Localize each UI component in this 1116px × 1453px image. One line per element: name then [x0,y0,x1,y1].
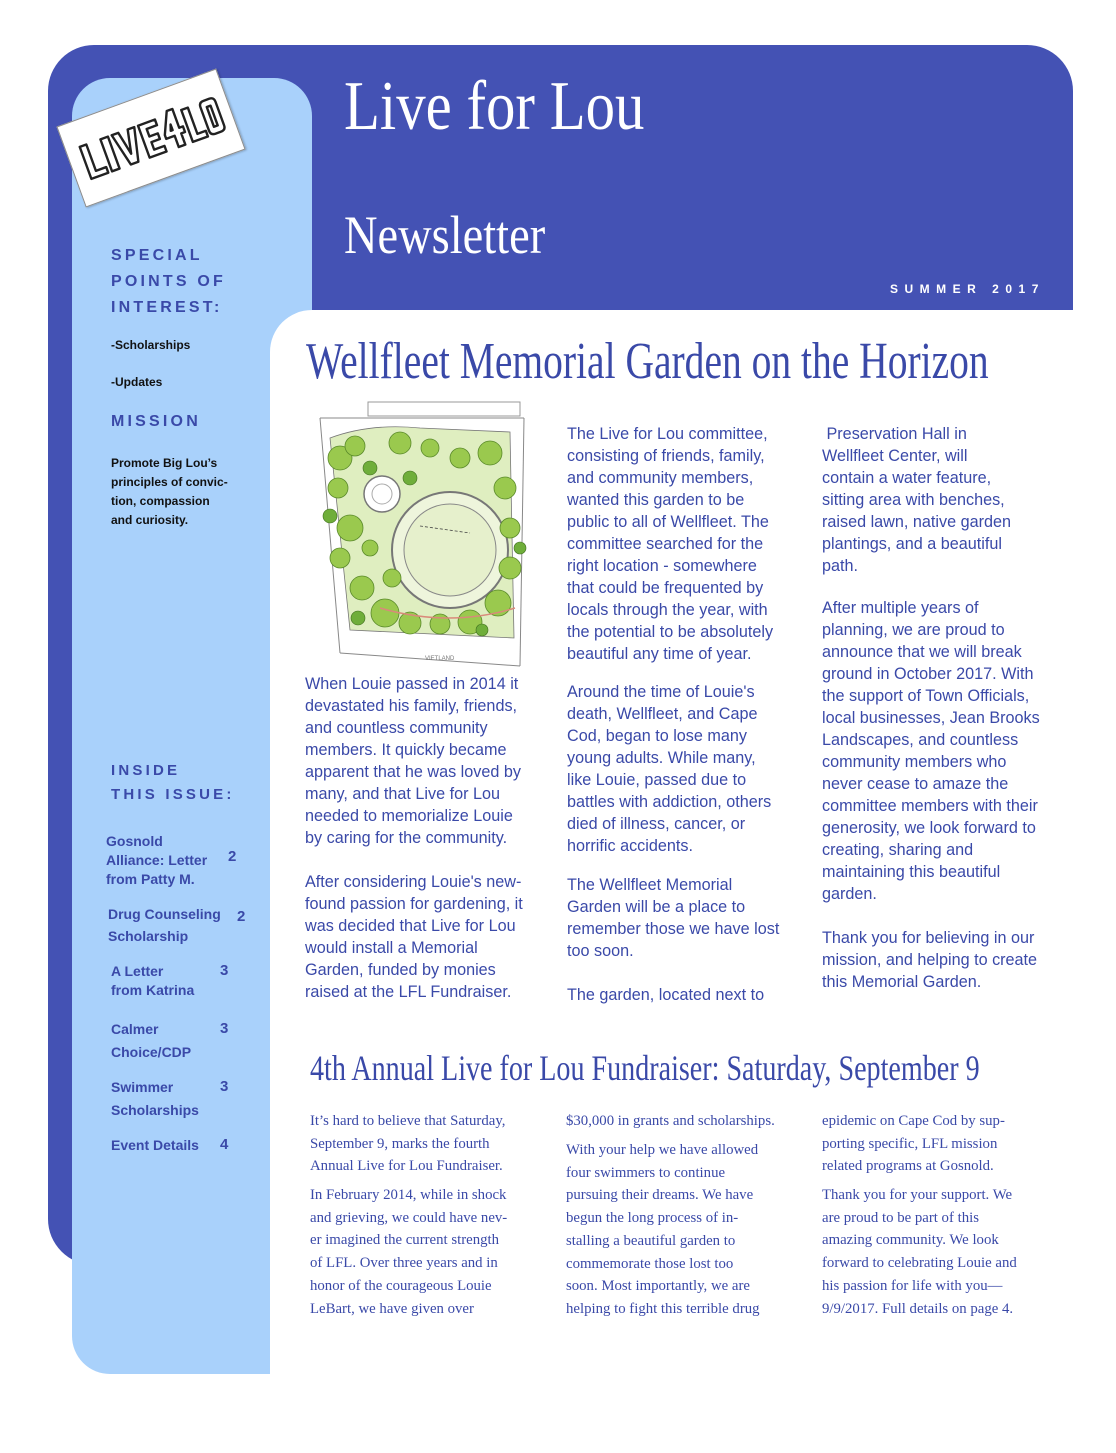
article1-col1-p2 [305,871,523,1003]
special-points-heading-line: INTEREST: [111,299,223,316]
text-line: members. It quickly became [305,741,507,759]
toc-item-calmer-choice[interactable] [111,1020,191,1062]
text-line: Thank you for your support. We [822,1187,1013,1203]
text-line: epidemic on Cape Cod by sup- [822,1113,1005,1129]
text-line: committee members with their [822,797,1038,815]
text-line: was decided that Live for Lou [305,917,516,935]
text-line: raised at the LFL Fundraiser. [305,983,512,1001]
text-line: plantings, and a beautiful [822,535,1002,553]
text-line: never cease to amaze the [822,775,1009,793]
mission-text [111,454,228,530]
text-line: by caring for the community. [305,829,508,847]
article1-col2-p3 [567,874,779,962]
article2-col3-p1 [822,1110,1005,1178]
text-line: young adults. While many, [567,749,756,767]
article1-col2-p2 [567,681,771,857]
text-line: LeBart, we have given over [310,1300,474,1317]
garden-plan-label: VIETLAND [425,656,455,662]
text-line: Around the time of Louie's [567,683,755,701]
article1-col2-p1 [567,423,773,665]
inside-issue-heading: THIS ISSUE: [111,786,235,803]
text-line: horrific accidents. [567,837,693,855]
text-line: community members who [822,753,1007,771]
text-line: and community members, [567,469,754,487]
text-line: are proud to be part of this [822,1209,979,1226]
text-line: his passion for life with you— [822,1277,1003,1294]
text-line: apparent that he was loved by [305,763,521,781]
text-line: stalling a beautiful garden to [566,1232,736,1249]
text-line: After considering Louie's new- [305,873,522,891]
text-line: devastated his family, friends, [305,697,518,715]
text-line: and grieving, we could have nev- [310,1209,508,1226]
toc-item-label: Alliance: Letter [106,852,208,868]
text-line: Landscapes, and countless [822,731,1019,749]
toc-page-number: 3 [220,962,229,979]
text-line: The Live for Lou committee, [567,425,768,443]
text-line: announce that we will break [822,643,1022,661]
text-line: With your help we have allowed [566,1142,759,1158]
toc-item-label: Scholarship [108,928,189,944]
text-line: of LFL. Over three years and in [310,1255,498,1272]
text-line: In February 2014, while in shock [310,1187,507,1203]
toc-page-number: 2 [237,908,246,925]
text-line: local businesses, Jean Brooks [822,709,1040,727]
text-line: right location - somewhere [567,557,757,575]
text-line: needed to memorialize Louie [305,807,513,825]
text-line: death, Wellfleet, and Cape [567,705,758,723]
text-line: raised lawn, native garden [822,513,1011,531]
article-headline-fundraiser: 4th Annual Live for Lou Fundraiser: Saturday, September 9 [310,1048,980,1088]
text-line: that could be frequented by [567,579,764,597]
special-points-heading [111,243,226,321]
article1-col3-p1 [822,423,1011,577]
text-line: Wellfleet Center, will [822,447,968,465]
text-line: locals through the year, with [567,601,768,619]
text-line: too soon. [567,942,634,960]
text-line: battles with addiction, others [567,793,772,811]
text-line: and countless community [305,719,488,737]
issue-date: SUMMER 2017 [890,282,1045,296]
text-line: beautiful any time of year. [567,645,752,663]
toc-page-number: 2 [228,848,237,865]
text-line: begun the long process of in- [566,1210,739,1227]
text-line: forward to celebrating Louie and [822,1255,1017,1272]
text-line: planning, we are proud to [822,621,1005,639]
text-line: generosity, we look forward to [822,819,1036,837]
special-points-heading-line: SPECIAL [111,247,203,264]
text-line: public to all of Wellfleet. The [567,513,769,531]
text-line: 9/9/2017. Full details on page 4. [822,1300,1014,1317]
garden-plan-illustration [310,398,532,670]
toc-item-label: Calmer [111,1021,159,1037]
text-line: After multiple years of [822,599,979,617]
toc-page-number: 3 [220,1020,229,1037]
text-line: related programs at Gosnold. [822,1158,994,1175]
text-line: commemorate those lost too [566,1255,734,1272]
mission-text-line: Promote Big Lou’s [111,456,218,470]
article2-col3-p2 [822,1184,1017,1320]
special-point-scholarships: -Scholarships [111,338,191,352]
text-line: committee searched for the [567,535,764,553]
toc-item-label: Drug Counseling [108,906,221,922]
text-line: consisting of friends, family, [567,447,765,465]
text-line: mission, and helping to create [822,951,1038,969]
toc-item-event-details[interactable] [111,1136,199,1155]
toc-item-label: from Patty M. [106,871,195,887]
text-line: Garden will be a place to [567,898,746,916]
text-line: contain a water feature, [822,469,992,487]
text-line: Annual Live for Lou Fundraiser. [310,1158,503,1175]
text-line: died of illness, cancer, or [567,815,746,833]
article1-col3-p3 [822,927,1037,993]
toc-item-label: from Katrina [111,982,195,998]
special-points-heading-line: POINTS OF [111,273,227,290]
article1-col1-p1 [305,673,521,849]
inside-issue-heading: INSIDE [111,762,181,779]
text-line: honor of the courageous Louie [310,1277,492,1294]
text-line: this Memorial Garden. [822,973,982,991]
text-line: It’s hard to believe that Saturday, [310,1113,506,1129]
text-line: many, and that Live for Lou [305,785,500,803]
toc-item-label: Gosnold [106,833,163,849]
article1-col2-p4 [567,984,764,1006]
mission-text-line: principles of convic- [111,475,228,489]
article-headline-garden: Wellfleet Memorial Garden on the Horizon [306,333,989,390]
mission-text-line: tion, compassion [111,494,210,508]
text-line: er imagined the current strength [310,1232,499,1249]
newsletter-subtitle: Newsletter [344,205,546,265]
article2-col1-p2 [310,1184,507,1320]
toc-item-label: Choice/CDP [111,1044,192,1060]
article2-col1-p1 [310,1110,505,1178]
toc-item-label: Scholarships [111,1102,199,1118]
text-line: garden. [822,885,877,903]
text-line: $30,000 in grants and scholarships. [566,1113,775,1129]
toc-item-gosnold[interactable] [106,832,207,889]
text-line: the potential to be absolutely [567,623,774,641]
toc-item-label: Swimmer [111,1079,174,1095]
text-line: Preservation Hall in [822,425,967,443]
text-line: would install a Memorial [305,939,478,957]
text-line: September 9, marks the fourth [310,1135,490,1152]
text-line: path. [822,557,859,575]
mission-heading: MISSION [111,413,201,430]
toc-item-letter-katrina[interactable] [111,962,194,1000]
toc-page-number: 3 [220,1078,229,1095]
article2-col2-p2 [566,1139,760,1321]
text-line: four swimmers to continue [566,1164,726,1181]
special-point-updates: -Updates [111,375,163,389]
toc-item-swimmer-scholarships[interactable] [111,1078,199,1120]
article2-col2-p1 [566,1110,775,1133]
text-line: the support of Town Officials, [822,687,1030,705]
text-line: Cod, began to lose many [567,727,747,745]
text-line: The Wellfleet Memorial [567,876,733,894]
text-line: The garden, located next to [567,986,765,1004]
text-line: like Louie, passed due to [567,771,747,789]
article1-col3-p2 [822,597,1040,905]
text-line: porting specific, LFL mission [822,1135,998,1152]
newsletter-title: Live for Lou [344,68,645,145]
toc-item-label: Event Details [111,1137,199,1153]
text-line: Thank you for believing in our [822,929,1035,947]
text-line: ground in October 2017. With [822,665,1034,683]
text-line: helping to fight this terrible drug [566,1300,760,1317]
toc-item-drug-counseling[interactable] [108,905,221,946]
text-line: remember those we have lost [567,920,780,938]
text-line: wanted this garden to be [567,491,745,509]
text-line: sitting area with benches, [822,491,1005,509]
text-line: found passion for gardening, it [305,895,523,913]
text-line: amazing community. We look [822,1232,999,1249]
toc-page-number: 4 [220,1136,229,1153]
text-line: pursuing their dreams. We have [566,1187,754,1204]
mission-text-line: and curiosity. [111,513,189,527]
text-line: creating, sharing and [822,841,974,859]
text-line: maintaining this beautiful [822,863,1001,881]
toc-item-label: A Letter [111,963,164,979]
text-line: Garden, funded by monies [305,961,496,979]
text-line: soon. Most importantly, we are [566,1278,750,1295]
text-line: When Louie passed in 2014 it [305,675,519,693]
